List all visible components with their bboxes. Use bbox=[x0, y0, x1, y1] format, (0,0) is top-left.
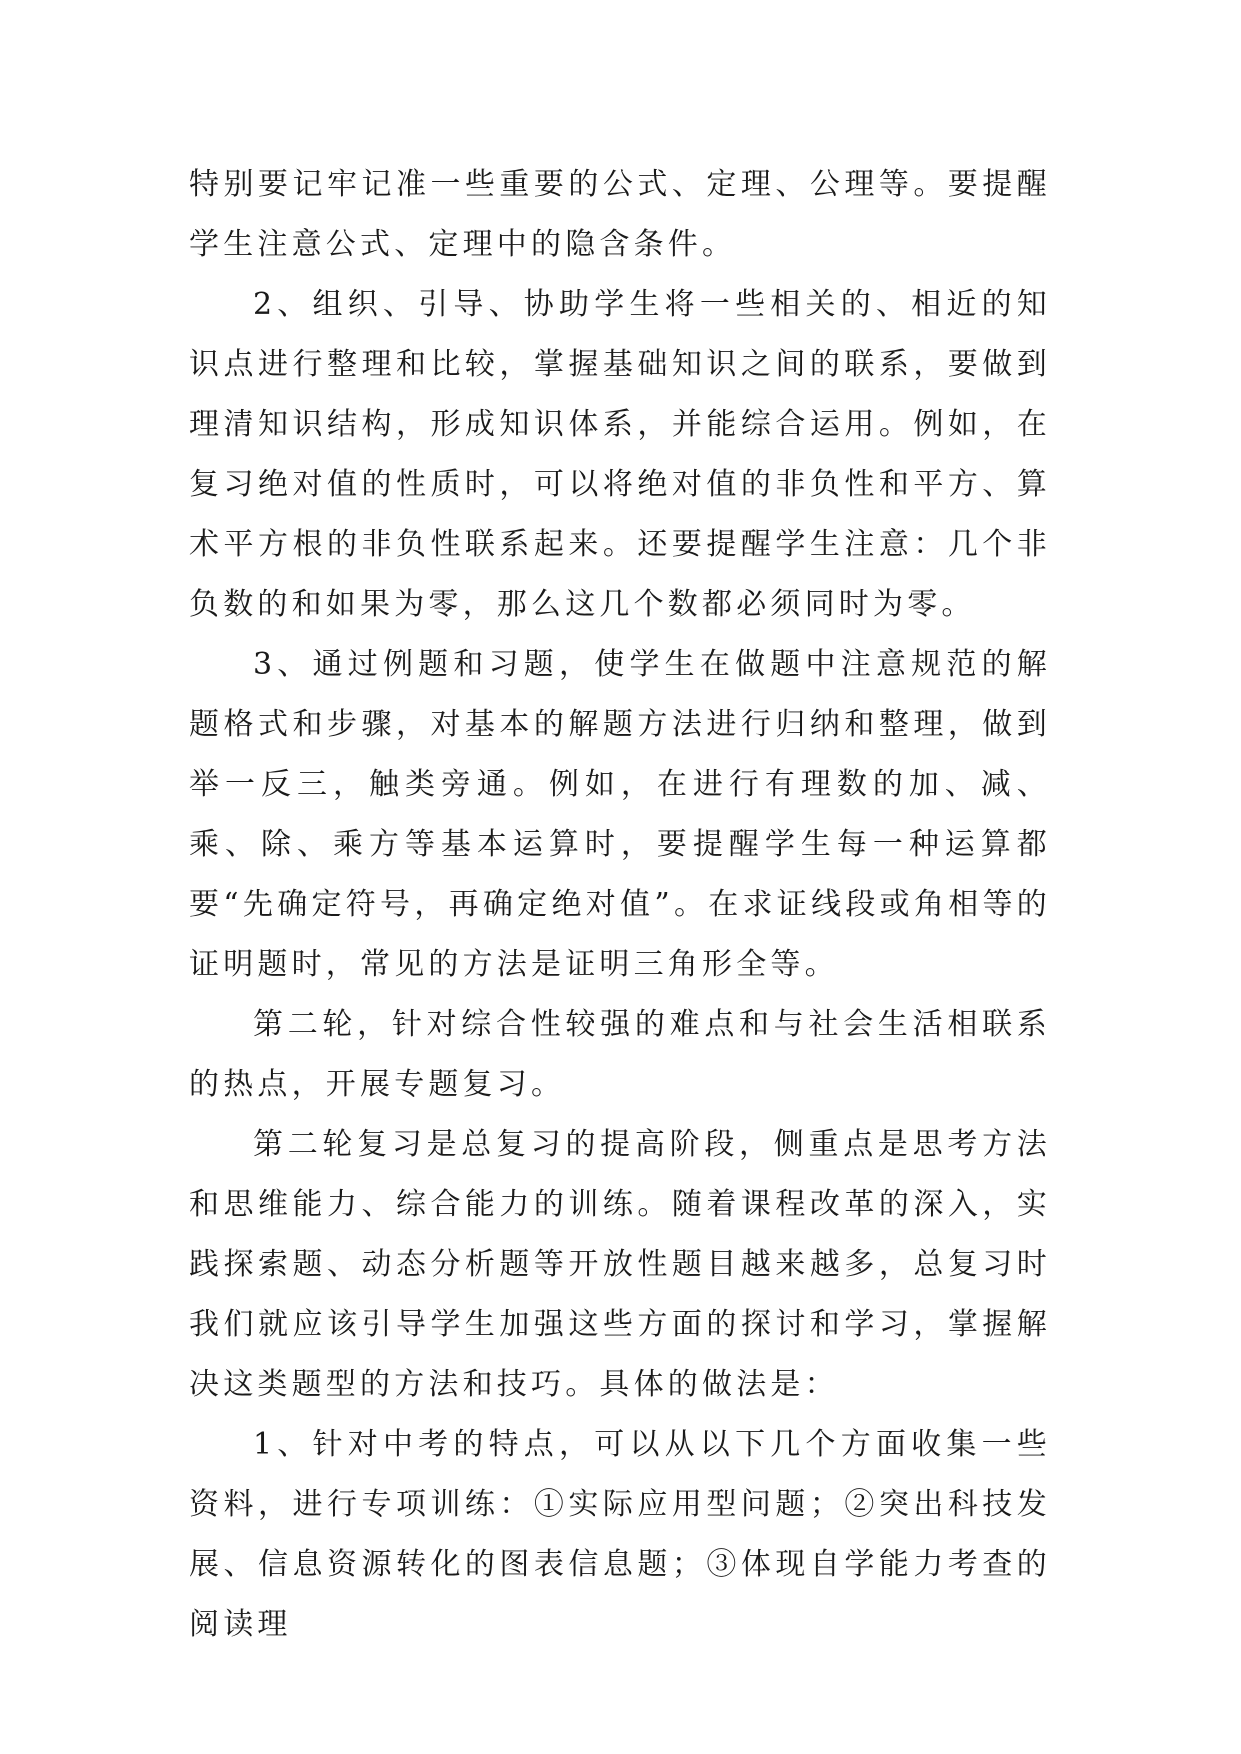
paragraph-point-1: 1、针对中考的特点，可以从以下几个方面收集一些资料，进行专项训练：①实际应用型问题；②突出科技发展、信息资源转化的图表信息题；③体现自学能力考查的阅读理 bbox=[189, 1427, 1051, 1642]
paragraph-continuation: 特别要记牢记准一些重要的公式、定理、公理等。要提醒学生注意公式、定理中的隐含条件。 bbox=[189, 167, 1051, 262]
paragraph-second-round-heading: 第二轮，针对综合性较强的难点和与社会生活相联系的热点，开展专题复习。 bbox=[189, 1007, 1051, 1102]
paragraph-point-2: 2、组织、引导、协助学生将一些相关的、相近的知识点进行整理和比较，掌握基础知识之间的联系，要做到理清知识结构，形成知识体系，并能综合运用。例如，在复习绝对值的性质时，可以将绝对值的非负性和平方、算术平方根的非负性联系起来。还要提醒学生注意：几个非负数的和如果为零，那么这几个数都必须同时为零。 bbox=[189, 287, 1051, 622]
paragraph-second-round-description: 第二轮复习是总复习的提高阶段，侧重点是思考方法和思维能力、综合能力的训练。随着课程改革的深入，实践探索题、动态分析题等开放性题目越来越多，总复习时我们就应该引导学生加强这些方面的探讨和学习，掌握解决这类题型的方法和技巧。具体的做法是： bbox=[189, 1127, 1051, 1402]
document-body bbox=[189, 155, 1051, 1655]
paragraph-point-3: 3、通过例题和习题，使学生在做题中注意规范的解题格式和步骤，对基本的解题方法进行归纳和整理，做到举一反三，触类旁通。例如，在进行有理数的加、减、乘、除、乘方等基本运算时，要提醒学生每一种运算都要“先确定符号，再确定绝对值”。在求证线段或角相等的证明题时，常见的方法是证明三角形全等。 bbox=[189, 647, 1051, 982]
